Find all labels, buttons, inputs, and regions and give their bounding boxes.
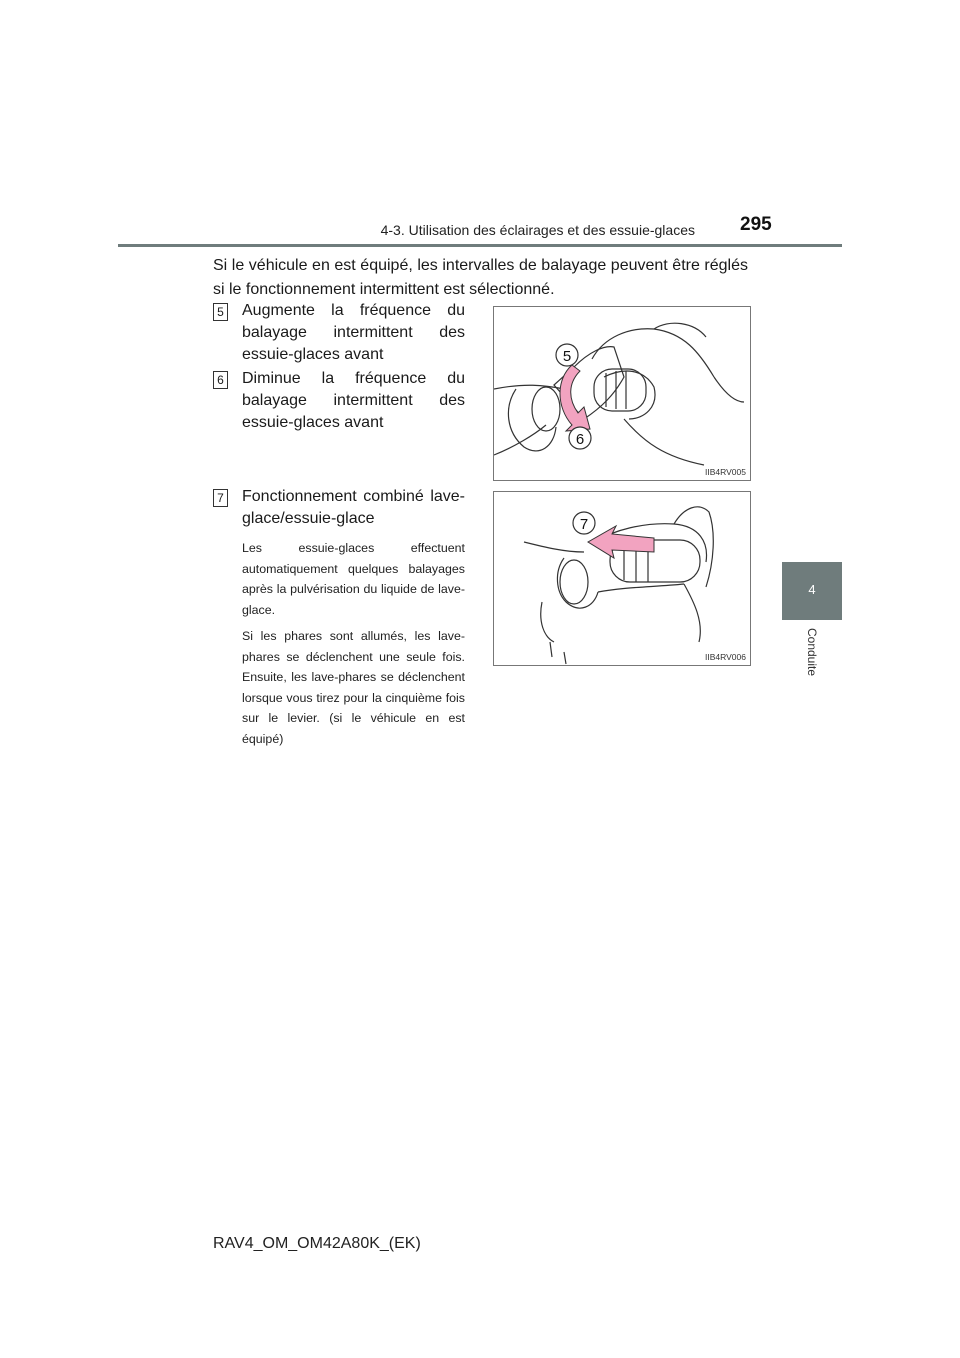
item-text: Fonctionnement combiné lave-glace/essuie-glace: [242, 488, 465, 527]
figure-code: IIB4RV006: [705, 652, 746, 662]
washer-lever-illustration: [494, 492, 750, 665]
intro-paragraph: Si le véhicule en est équipé, les intervalles de balayage peuvent être réglés si le fonctionnement intermittent est sélectionné.: [213, 257, 748, 298]
list-item: [213, 368, 465, 434]
callout-label: 7: [579, 516, 589, 533]
figure-code: IIB4RV005: [705, 467, 746, 477]
section-title: 4-3. Utilisation des éclairages et des essuie-glaces: [380, 222, 695, 238]
figure-washer-combined: [493, 491, 751, 666]
item-number-badge: 7: [213, 489, 228, 507]
item-note: Si les phares sont allumés, les lave-phares se déclenchent une seule fois. Ensuite, les lave-phares se déclenchent lorsque vous tirez pour la cinquième fois sur le levier. (si le véhicule en est équipé): [242, 629, 465, 746]
item-text: Augmente la fréquence du balayage intermittent des essuie-glaces avant: [242, 302, 465, 363]
header-rule: [118, 244, 842, 247]
item-number-badge: 5: [213, 303, 228, 321]
list-item: [213, 486, 465, 749]
item-number-badge: 6: [213, 371, 228, 389]
figure-wiper-frequency: [493, 306, 751, 481]
list-item: [213, 300, 465, 366]
wiper-lever-illustration: [494, 307, 750, 480]
document-code: RAV4_OM_OM42A80K_(EK): [213, 1235, 421, 1252]
page-number: 295: [740, 214, 772, 235]
callout-label: 5: [562, 348, 572, 365]
chapter-number: 4: [808, 582, 816, 597]
callout-label: 6: [575, 431, 585, 448]
chapter-tab: [782, 562, 842, 620]
item-note: Les essuie-glaces effectuent automatiquement quelques balayages après la pulvérisation du liquide de lave-glace.: [242, 541, 465, 617]
item-text: Diminue la fréquence du balayage intermittent des essuie-glaces avant: [242, 370, 465, 431]
chapter-label: Conduite: [805, 627, 819, 677]
